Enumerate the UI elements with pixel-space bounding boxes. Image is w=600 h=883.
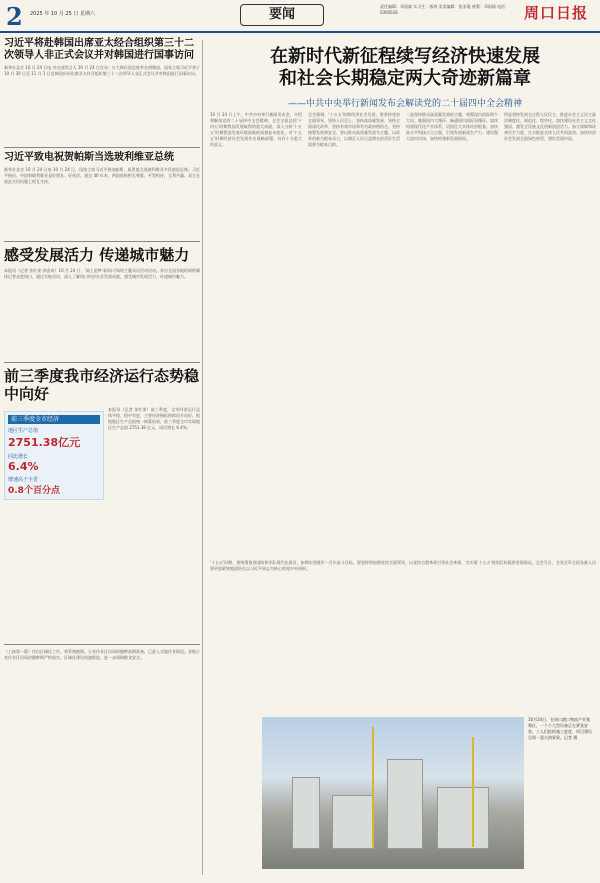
- issue-date: 2025 年 10 月 25 日 星期六: [30, 11, 95, 17]
- main-column-4: 四是坚持发展全过程人民民主，推进社会主义民主政治制度化、规范化、程序化。加快建设社会主义文化强国，激发全民族文化创新创造活力。加大保障和改善民生力度，扎实推进全体人民共同富裕。加快经济社会发展全面绿色转型，建设美丽中国。: [504, 112, 596, 141]
- section-label: 要闻: [240, 4, 324, 26]
- headline: 习近平将赴韩国出席亚太经合组织第三十二次领导人非正式会议并对韩国进行国事访问: [4, 38, 194, 61]
- headline: 前三季度我市经济运行态势稳中向好: [4, 367, 200, 403]
- story-continued: [4, 640, 200, 661]
- divider: [4, 644, 200, 645]
- main-column-3: 二是坚持推动高质量发展的主题，统筹国内国际两个大局。做强国内大循环，畅通国内国际双循环。加快构建现代化产业体系，巩固壮大实体经济根基。加快高水平科技自立自强，引领发展新质生产力。建设强大国内市场，加快构建新发展格局。: [406, 112, 498, 141]
- gdp-label: 地区生产总值: [8, 428, 39, 434]
- stats-heading: 前三季度全市经济: [8, 415, 100, 424]
- divider: [4, 241, 200, 242]
- column-divider: [202, 40, 203, 875]
- main-column-2: 全会强调，'十五五'时期经济社会发展，要坚持党的全面领导，坚持人民至上，坚持高质量发展，坚持全面深化改革，坚持有效市场和有为政府相结合，坚持统筹发展和安全。要以推动高质量发展为主题，以改革创新为根本动力，以满足人民日益增长的美好生活需要为根本目的。: [308, 112, 400, 147]
- header-divider: [0, 31, 600, 33]
- story-body: 本报讯（记者 张红果）前三季度，全市经济运行总体平稳、稳中有进，主要经济指标持续回升向好。根据地区生产总值统一核算结果，前三季度全市实现地区生产总值 2751.38 亿元，同比增长 6.4%。: [108, 407, 200, 430]
- story-body: 新华社北京 10 月 24 日电 外交部发言人 10 月 24 日宣布：应大韩民国总统李在明邀请，国家主席习近平将于 10 月 30 日至 11 月 1 日赴韩国庆州出席亚太经合组织第三十二次领导人非正式会议并对韩国进行国事访问。: [4, 65, 200, 76]
- newspaper-logo: 周口日报: [524, 4, 589, 22]
- construction-site-photo: [262, 717, 524, 869]
- story-body: 新华社北京 10 月 24 日电 10 月 24 日，国家主席习近平致电帕斯，祝贺他当选玻利维亚多民族国总统。习近平指出，中国和玻利维亚是好朋友、好伙伴。建交 40 年来，两国始终相互尊重、平等相待、互利共赢。双方在彼此关切问题上相互支持。: [4, 167, 200, 184]
- main-column-1: 10 月 24 日上午，中共中央举行新闻发布会，介绍和解读党的二十届四中全会精神。全会全面总结'十四五'时期我国发展取得的重大成就，深入分析'十五五'时期我国发展环境面临的深刻复杂变化，对'十五五'时期经济社会发展作出战略部署，具有十分重大的意义。: [210, 112, 302, 147]
- main-headline-line1: 在新时代新征程续写经济快速发展: [270, 46, 540, 67]
- photo-caption: 10月24日，在周口港口物流产业集聚区，一个个大型设备正在紧张安装，工人们抢抓施工进度，项目建设呈现一派火热景象。记者 摄: [528, 717, 592, 740]
- headline: 习近平致电祝贺帕斯当选玻利维亚总统: [4, 152, 174, 163]
- compare-label: 增速高于全省: [8, 477, 39, 483]
- main-subtitle: ——中共中央举行新闻发布会解读党的二十届四中全会精神: [287, 99, 522, 109]
- story-body: 本报讯（记者 张红果 郭金成）10 月 24 日，'网上追梦·看周口'网络主题采访活动启动。来自全国各地的网络媒体记者走进周口，通过实地采访，深入了解周口经济社会发展成就，感受城市发展活力，传递城市魅力。: [4, 268, 201, 279]
- economy-stats-box: [4, 411, 104, 500]
- story-xi-korea: [4, 38, 200, 77]
- growth-value: 6.4%: [8, 460, 39, 473]
- story-city-charm: [4, 237, 200, 280]
- gdp-value: 2751.38亿元: [8, 436, 81, 449]
- headline: 感受发展活力 传递城市魅力: [4, 246, 190, 264]
- divider: [4, 147, 200, 148]
- story-xi-bolivia: [4, 143, 200, 185]
- main-headline-line2: 和社会长期稳定两大奇迹新篇章: [279, 68, 531, 89]
- story-economy: [4, 358, 200, 500]
- main-headline: [210, 46, 600, 90]
- growth-label: 同比增长: [8, 454, 29, 460]
- main-column-5: '十五五'时期，要统筹推进国防和军队现代化建设，如期实现建军一百年奋斗目标。要坚持和加强党的全面领导，以党的自我革命引领社会革命，为实现'十五五'规划目标提供坚强保证。全会号召，全党全军全国各族人民要更加紧密地团结在以习近平同志为核心的党中央周围。: [210, 560, 596, 571]
- compare-value: 0.8个百分点: [8, 486, 60, 496]
- editor-credits: 责任编辑：邓国斌 实习生：郭鸿 美术编辑：张亚琨 统筹：邓国斌 电话：0395616: [380, 4, 510, 15]
- story-body: （上接第一版）作出区域化工作，将系统梳理。小麦作业区田场的播种前期准备，已进入实地作业阶段。各地小麦作业区田场的播种期严格落实，区域化建设快速推进，进一步保障粮食安全。: [4, 649, 200, 660]
- page-number: 2: [6, 2, 23, 31]
- divider: [4, 362, 200, 363]
- page-header: [0, 0, 600, 30]
